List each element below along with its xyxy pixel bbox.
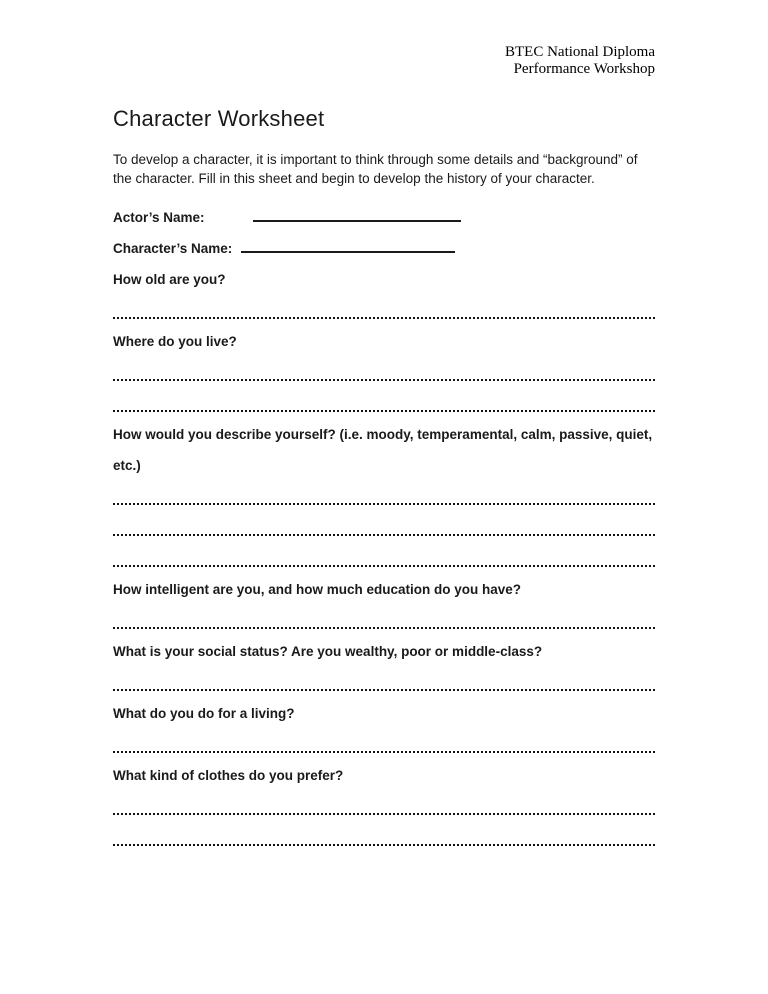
answer-dotted-line: [113, 295, 655, 326]
page-title: Character Worksheet: [113, 106, 325, 131]
actor-name-row: [113, 202, 655, 233]
answer-dotted-line: [113, 729, 655, 760]
question-label: How old are you?: [113, 272, 226, 287]
question-label: What kind of clothes do you prefer?: [113, 768, 344, 783]
actor-name-blank: [253, 204, 461, 222]
answer-dotted-line: [113, 605, 655, 636]
header-line-1: BTEC National Diploma: [505, 44, 655, 60]
answer-dotted-line: [113, 481, 655, 512]
answer-dotted-line: [113, 512, 655, 543]
answer-dotted-line: [113, 388, 655, 419]
answer-dotted-line: [113, 822, 655, 853]
question-label: What do you do for a living?: [113, 706, 295, 721]
character-name-label: Character’s Name:: [113, 241, 233, 256]
question-label: Where do you live?: [113, 334, 237, 349]
worksheet-form: [113, 202, 655, 853]
question-label: How would you describe yourself? (i.e. moody, temperamental, calm, passive, quiet, etc.): [113, 427, 653, 473]
question-label: How intelligent are you, and how much education do you have?: [113, 582, 522, 597]
actor-name-label: Actor’s Name:: [113, 210, 205, 225]
answer-dotted-line: [113, 667, 655, 698]
character-name-row: [113, 233, 655, 264]
question-label: What is your social status? Are you wealthy, poor or middle-class?: [113, 644, 543, 659]
answer-dotted-line: [113, 357, 655, 388]
document-header: [113, 44, 655, 78]
character-name-blank: [241, 235, 455, 253]
answer-dotted-line: [113, 543, 655, 574]
answer-dotted-line: [113, 791, 655, 822]
intro-paragraph: To develop a character, it is important to think through some details and “background” of the character. Fill in this sheet and begin to develop the history of your character.: [113, 152, 638, 186]
questions: [113, 264, 655, 853]
header-line-2: Performance Workshop: [513, 61, 655, 77]
